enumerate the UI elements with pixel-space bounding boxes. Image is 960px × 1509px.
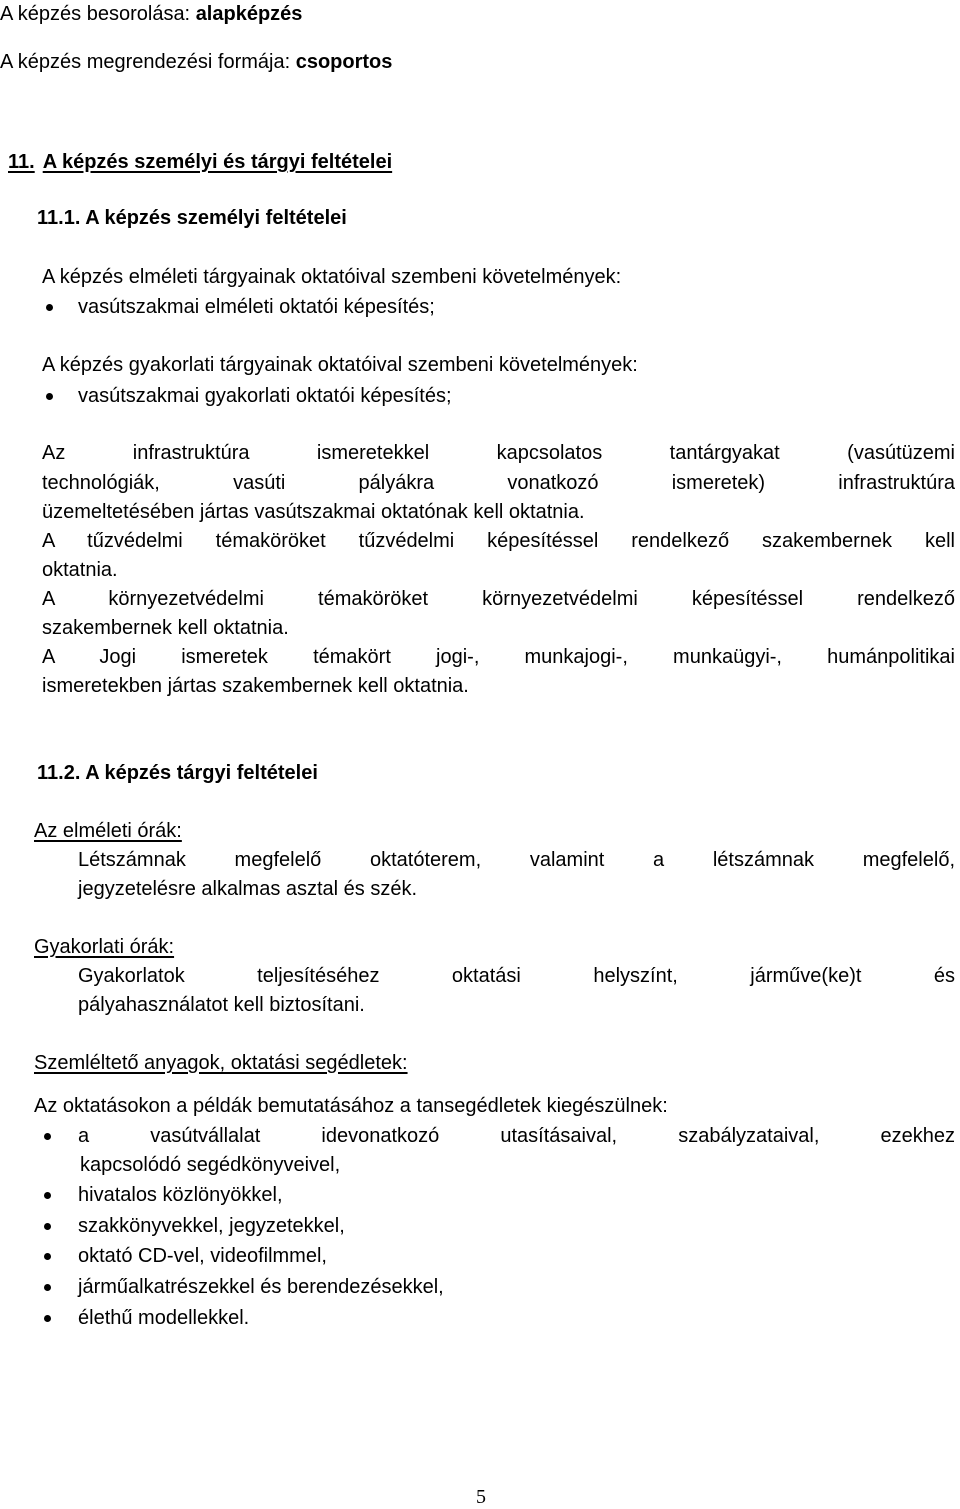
fire-safety-paragraph-line-1: A tűzvédelmi témaköröket tűzvédelmi képesítéssel rendelkező szakembernek kell: [42, 530, 955, 552]
bullet-icon: [44, 1284, 51, 1291]
theory-requirement-item: vasútszakmai elméleti oktatói képesítés;: [78, 296, 435, 318]
theory-classes-line-2: jegyzetelésre alkalmas asztal és szék.: [78, 878, 418, 900]
training-category: [0, 2, 302, 26]
bullet-icon: [44, 1253, 51, 1260]
environment-paragraph-line-2: szakembernek kell oktatnia.: [42, 617, 289, 639]
section-11-1-heading: 11.1. A képzés személyi feltételei: [37, 207, 347, 229]
section-11-number: 11.: [8, 151, 35, 173]
bullet-icon: [44, 1315, 51, 1322]
training-form-label: A képzés megrendezési formája:: [0, 51, 296, 73]
theory-requirements-intro: A képzés elméleti tárgyainak oktatóival szembeni követelmények:: [42, 266, 622, 288]
bullet-icon: [46, 304, 53, 311]
section-11-heading: [8, 150, 392, 174]
training-category-value: alapképzés: [195, 3, 303, 25]
section-11-title: A képzés személyi és tárgyi feltételei: [42, 151, 393, 173]
materials-item: élethű modellekkel.: [78, 1307, 250, 1329]
materials-item: szakkönyvekkel, jegyzetekkel,: [78, 1215, 345, 1237]
fire-safety-paragraph-line-2: oktatnia.: [42, 559, 118, 581]
materials-item: járműalkatrészekkel és berendezésekkel,: [78, 1276, 444, 1298]
bullet-icon: [46, 393, 53, 400]
law-paragraph-line-2: ismeretekben jártas szakembernek kell oktatnia.: [42, 675, 469, 697]
theory-classes-heading: Az elméleti órák:: [34, 820, 182, 842]
bullet-icon: [44, 1192, 51, 1199]
materials-intro: Az oktatásokon a példák bemutatásához a tansegédletek kiegészülnek:: [34, 1095, 668, 1117]
training-form-value: csoportos: [295, 51, 393, 73]
materials-heading: Szemléltető anyagok, oktatási segédletek:: [34, 1052, 408, 1074]
materials-item: hivatalos közlönyökkel,: [78, 1184, 283, 1206]
page-number: 5: [476, 1486, 486, 1508]
practice-classes-line-1: Gyakorlatok teljesítéséhez oktatási helyszínt, járműve(ke)t és: [78, 965, 955, 987]
materials-item-1-line-1: a vasútvállalat idevonatkozó utasításaival, szabályzataival, ezekhez: [78, 1125, 955, 1147]
bullet-icon: [44, 1133, 51, 1140]
infrastructure-paragraph-line-2: technológiák, vasúti pályákra vonatkozó ismeretek) infrastruktúra: [42, 472, 955, 494]
practice-classes-line-2: pályahasználatot kell biztosítani.: [78, 994, 365, 1016]
section-11-2-heading: 11.2. A képzés tárgyi feltételei: [37, 762, 318, 784]
practice-classes-heading: Gyakorlati órák:: [34, 936, 175, 958]
theory-classes-line-1: Létszámnak megfelelő oktatóterem, valamint a létszámnak megfelelő,: [78, 849, 955, 871]
infrastructure-paragraph-line-1: Az infrastruktúra ismeretekkel kapcsolatos tantárgyakat (vasútüzemi: [42, 442, 955, 464]
practice-requirement-item: vasútszakmai gyakorlati oktatói képesítés;: [78, 385, 452, 407]
infrastructure-paragraph-line-3: üzemeltetésében jártas vasútszakmai oktatónak kell oktatnia.: [42, 501, 585, 523]
bullet-icon: [44, 1223, 51, 1230]
practice-requirements-intro: A képzés gyakorlati tárgyainak oktatóival szembeni követelmények:: [42, 354, 638, 376]
environment-paragraph-line-1: A környezetvédelmi témaköröket környezetvédelmi képesítéssel rendelkező: [42, 588, 955, 610]
materials-item-1-line-2: kapcsolódó segédkönyveivel,: [80, 1154, 341, 1176]
training-form: [0, 50, 392, 74]
materials-item: oktató CD-vel, videofilmmel,: [78, 1245, 327, 1267]
training-category-label: A képzés besorolása:: [0, 3, 196, 25]
law-paragraph-line-1: A Jogi ismeretek témakört jogi-, munkajogi-, munkaügyi-, humánpolitikai: [42, 646, 955, 668]
